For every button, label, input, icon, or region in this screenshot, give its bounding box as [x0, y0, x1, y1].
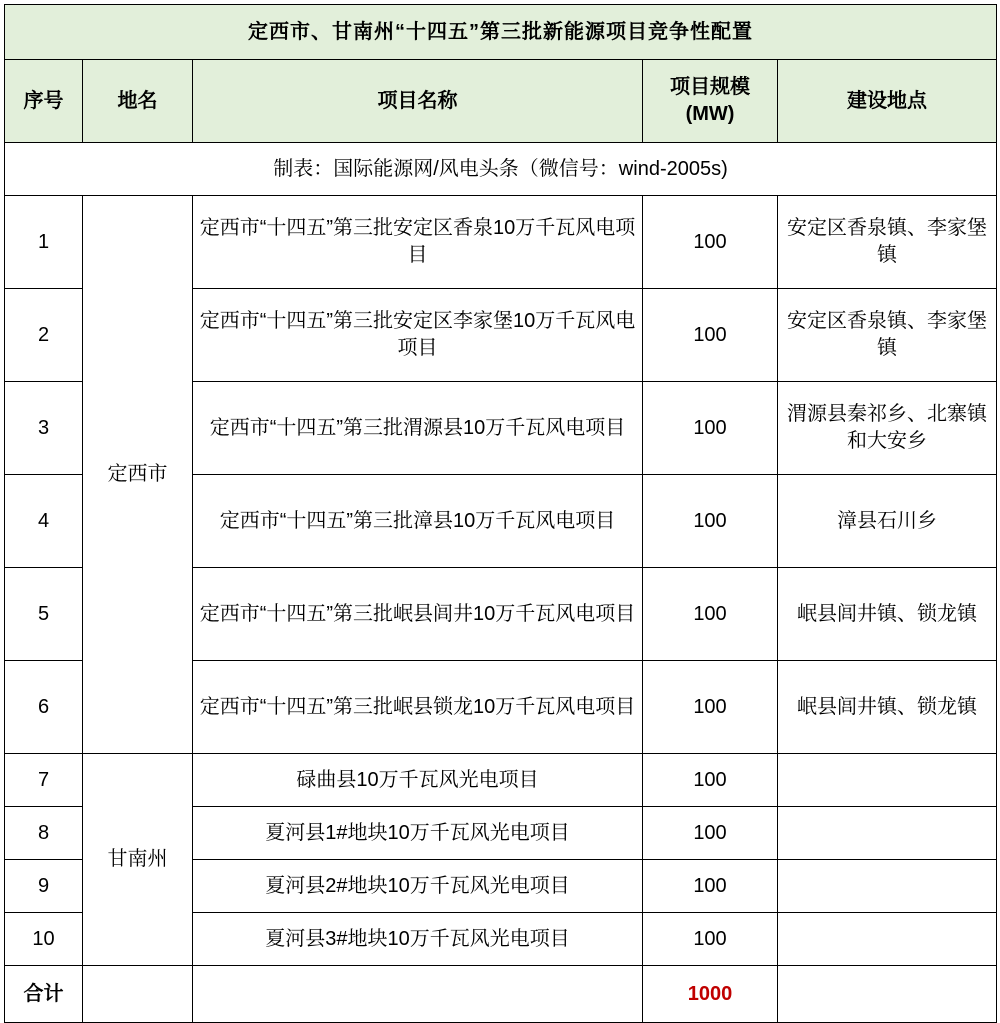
total-name-empty: [193, 966, 643, 1023]
project-name: 夏河县2#地块10万千瓦风光电项目: [193, 860, 643, 913]
project-size: 100: [643, 382, 778, 475]
project-site: 安定区香泉镇、李家堡镇: [778, 289, 997, 382]
column-header-site: 建设地点: [778, 60, 997, 143]
area-gannan: 甘南州: [83, 754, 193, 966]
credit-row: [5, 143, 997, 196]
row-no: 10: [5, 913, 83, 966]
project-site: [778, 754, 997, 807]
project-name: 定西市“十四五”第三批漳县10万千瓦风电项目: [193, 475, 643, 568]
credit-note: 制表：国际能源网/风电头条（微信号：wind-2005s): [5, 143, 997, 196]
project-name: 定西市“十四五”第三批安定区香泉10万千瓦风电项目: [193, 196, 643, 289]
project-size: 100: [643, 913, 778, 966]
project-size: 100: [643, 196, 778, 289]
project-name: 碌曲县10万千瓦风光电项目: [193, 754, 643, 807]
project-site: 漳县石川乡: [778, 475, 997, 568]
project-name: 定西市“十四五”第三批安定区李家堡10万千瓦风电项目: [193, 289, 643, 382]
project-name: 夏河县3#地块10万千瓦风光电项目: [193, 913, 643, 966]
total-site-empty: [778, 966, 997, 1023]
row-no: 9: [5, 860, 83, 913]
row-no: 1: [5, 196, 83, 289]
row-no: 8: [5, 807, 83, 860]
table-row: [5, 196, 997, 289]
project-name: 定西市“十四五”第三批渭源县10万千瓦风电项目: [193, 382, 643, 475]
project-size: 100: [643, 568, 778, 661]
project-name: 定西市“十四五”第三批岷县锁龙10万千瓦风电项目: [193, 661, 643, 754]
column-header-size-line2: (MW): [685, 103, 735, 125]
column-header-no: 序号: [5, 60, 83, 143]
project-size: 100: [643, 661, 778, 754]
column-header-name: 项目名称: [193, 60, 643, 143]
total-label: 合计: [5, 966, 83, 1023]
row-no: 5: [5, 568, 83, 661]
row-no: 7: [5, 754, 83, 807]
row-no: 4: [5, 475, 83, 568]
project-allocation-table: [4, 4, 997, 1023]
project-site: 岷县闾井镇、锁龙镇: [778, 568, 997, 661]
project-site: [778, 807, 997, 860]
project-site: 岷县闾井镇、锁龙镇: [778, 661, 997, 754]
project-site: [778, 860, 997, 913]
project-size: 100: [643, 475, 778, 568]
total-size-value: 1000: [643, 966, 778, 1023]
project-size: 100: [643, 289, 778, 382]
project-site: [778, 913, 997, 966]
table-row: [5, 754, 997, 807]
project-site: 安定区香泉镇、李家堡镇: [778, 196, 997, 289]
header-row: [5, 60, 997, 143]
column-header-size-line1: 项目规模: [670, 76, 750, 98]
total-row: [5, 966, 997, 1023]
row-no: 3: [5, 382, 83, 475]
row-no: 2: [5, 289, 83, 382]
project-size: 100: [643, 754, 778, 807]
project-name: 夏河县1#地块10万千瓦风光电项目: [193, 807, 643, 860]
project-size: 100: [643, 807, 778, 860]
total-area-empty: [83, 966, 193, 1023]
project-name: 定西市“十四五”第三批岷县闾井10万千瓦风电项目: [193, 568, 643, 661]
project-site: 渭源县秦祁乡、北寨镇和大安乡: [778, 382, 997, 475]
project-size: 100: [643, 860, 778, 913]
page-title: 定西市、甘南州“十四五”第三批新能源项目竞争性配置: [5, 5, 997, 60]
column-header-area: 地名: [83, 60, 193, 143]
area-dingxi: 定西市: [83, 196, 193, 754]
row-no: 6: [5, 661, 83, 754]
column-header-size: [643, 60, 778, 143]
title-row: [5, 5, 997, 60]
